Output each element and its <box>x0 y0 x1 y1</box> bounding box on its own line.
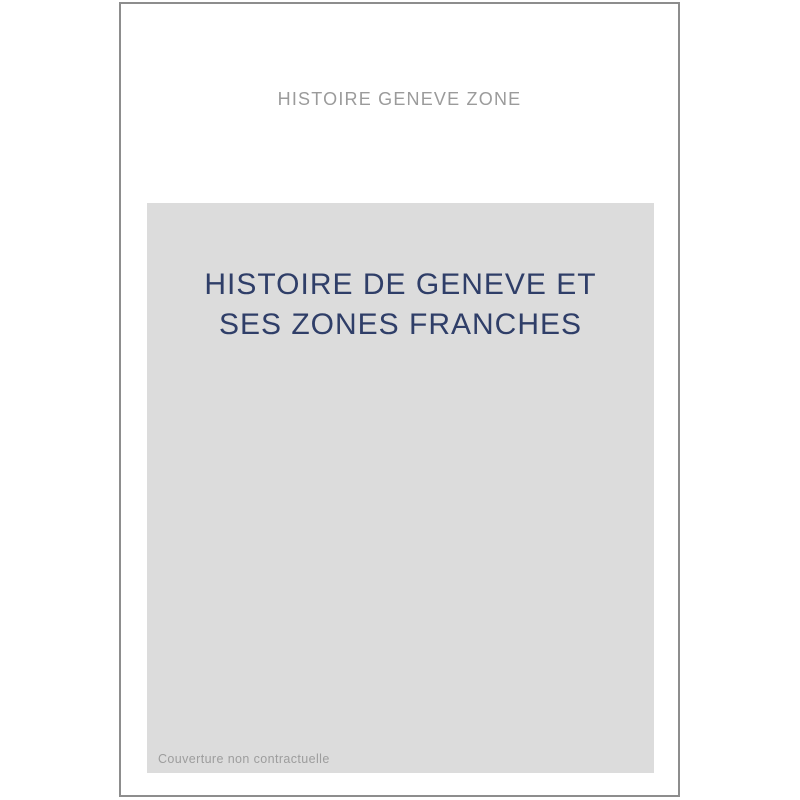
cover-placeholder-block <box>147 203 654 773</box>
cover-disclaimer-note: Couverture non contractuelle <box>158 752 330 766</box>
book-title <box>147 265 654 345</box>
series-caption: HISTOIRE GENEVE ZONE <box>277 89 522 109</box>
book-title-line-2: SES ZONES FRANCHES <box>218 308 583 341</box>
book-cover-page <box>119 2 680 797</box>
book-title-line-1: HISTOIRE DE GENEVE ET <box>204 268 597 301</box>
